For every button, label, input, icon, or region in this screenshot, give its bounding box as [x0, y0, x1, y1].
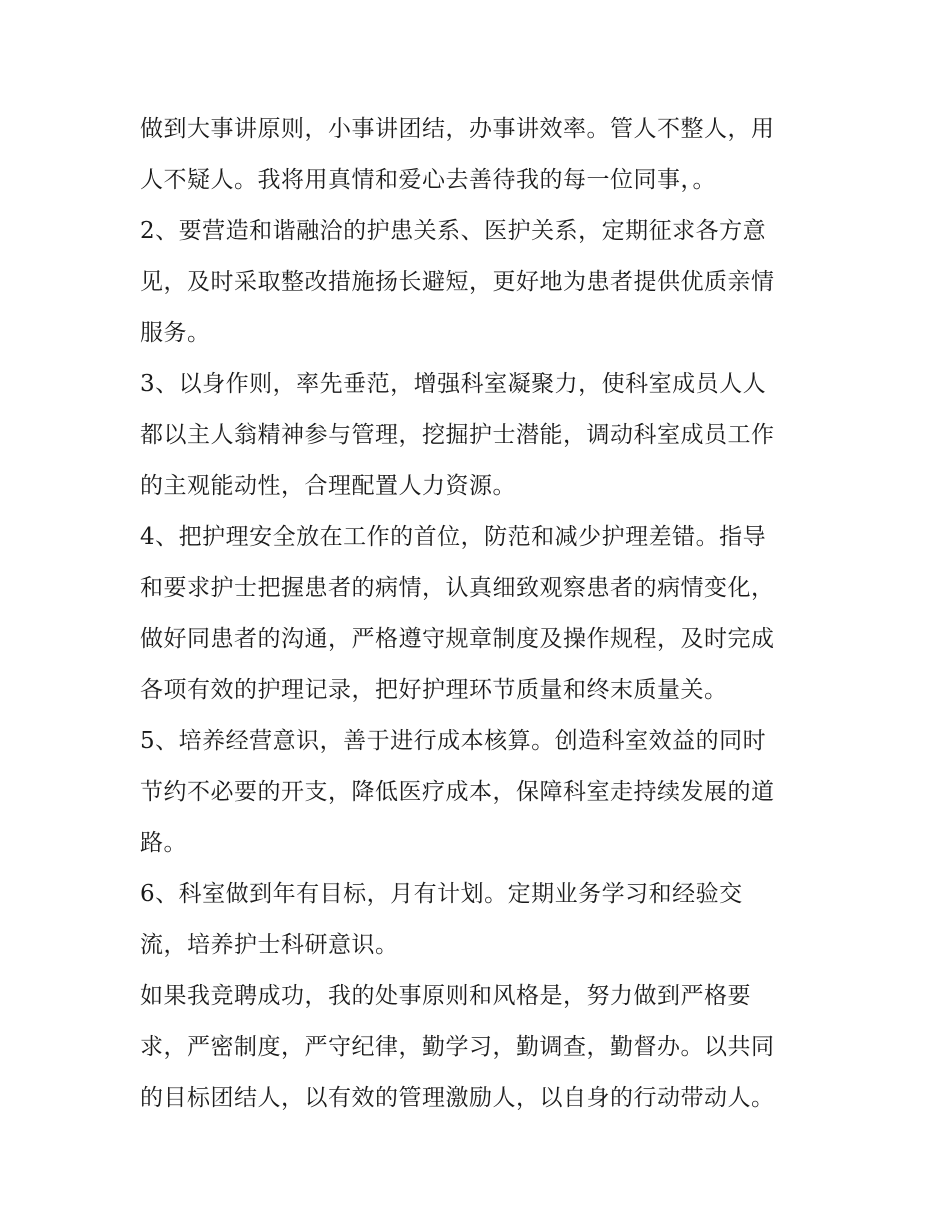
text-line: 4、把护理安全放在工作的首位，防范和减少护理差错。指导: [140, 524, 767, 550]
text-line: 6、科室做到年有目标，月有计划。定期业务学习和经验交: [140, 881, 743, 907]
text-line: 3、以身作则，率先垂范，增强科室凝聚力，使科室成员人人: [140, 371, 767, 397]
text-line: 2、要营造和谐融洽的护患关系、医护关系，定期征求各方意: [140, 218, 767, 244]
text-line: 路。: [140, 830, 187, 856]
text-line: 和要求护士把握患者的病情，认真细致观察患者的病情变化，: [140, 575, 775, 601]
text-line: 各项有效的护理记录，把好护理环节质量和终末质量关。: [140, 677, 728, 703]
text-line: 的目标团结人，以有效的管理激励人，以自身的行动带动人。: [140, 1085, 775, 1111]
text-line: 的主观能动性，合理配置人力资源。: [140, 473, 516, 499]
text-line: 做好同患者的沟通，严格遵守规章制度及操作规程，及时完成: [140, 626, 775, 652]
text-line: 服务。: [140, 320, 211, 346]
text-line: 人不疑人。我将用真情和爱心去善待我的每一位同事，。: [140, 167, 716, 193]
text-line: 做到大事讲原则，小事讲团结，办事讲效率。管人不整人，用: [140, 116, 775, 142]
text-line: 流，培养护士科研意识。: [140, 932, 399, 958]
text-line: 5、培养经营意识，善于进行成本核算。创造科室效益的同时: [140, 728, 767, 754]
text-line: 如果我竞聘成功，我的处事原则和风格是，努力做到严格要: [140, 983, 751, 1009]
text-line: 求，严密制度，严守纪律，勤学习，勤调查，勤督办。以共同: [140, 1034, 775, 1060]
text-line: 节约不必要的开支，降低医疗成本，保障科室走持续发展的道: [140, 779, 775, 805]
text-line: 都以主人翁精神参与管理，挖掘护士潜能，调动科室成员工作: [140, 422, 775, 448]
text-line: 见，及时采取整改措施扬长避短，更好地为患者提供优质亲情: [140, 269, 775, 295]
document-body: [140, 104, 820, 1124]
